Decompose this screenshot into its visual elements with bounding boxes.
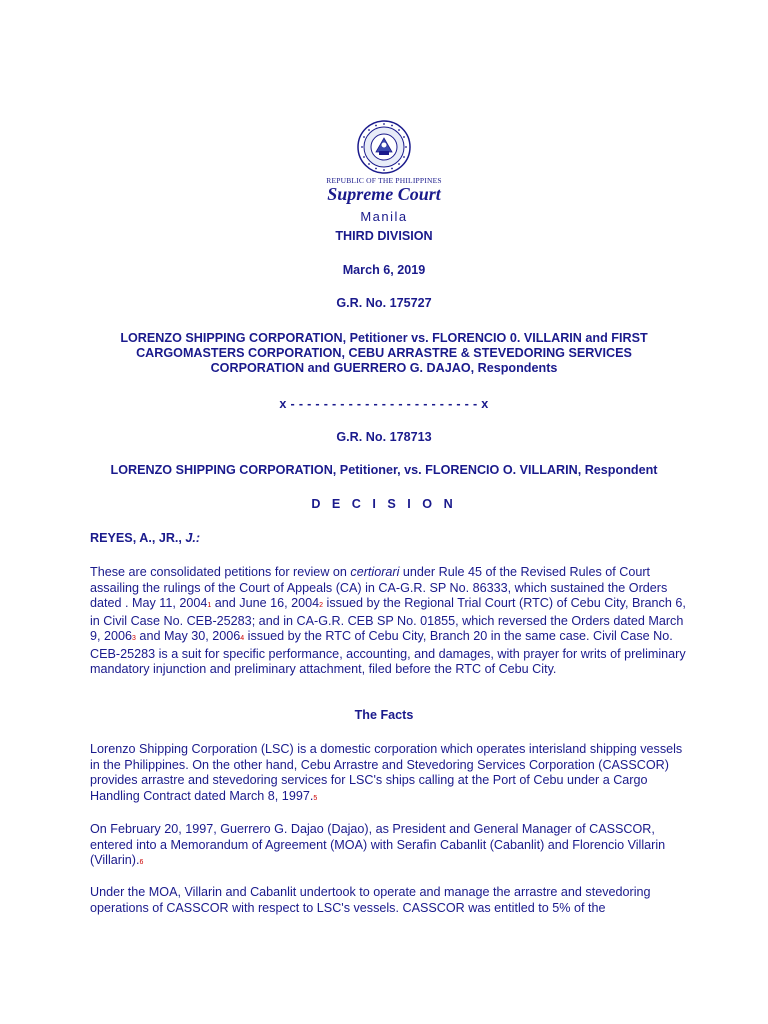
- ponente-suffix: J.:: [185, 531, 201, 545]
- paragraph-2: Lorenzo Shipping Corporation (LSC) is a domestic corporation which operates interisland shipping vessels in the Philippines. On the other hand, Cebu Arrastre and Stevedoring Services Corporation (CASSCOR) provides arrastre and stevedoring services for LSC's ships calling at the Port of Cebu under a Cargo Handling Contract dated March 8, 1997.5: [90, 742, 683, 803]
- paragraph-3: On February 20, 1997, Guerrero G. Dajao (Dajao), as President and General Manager of CASSCOR, entered into a Memorandum of Agreement (MOA) with Serafin Cabanlit (Cabanlit) and Florencio Villarin (Villarin).6: [90, 822, 666, 867]
- footnote-link-6[interactable]: 6: [139, 859, 144, 866]
- republic-label: REPUBLIC OF THE PHILIPPINES: [326, 176, 442, 185]
- paragraph-4: Under the MOA, Villarin and Cabanlit undertook to operate and manage the arrastre and stevedoring operations of CASSCOR with respect to LSC's vessels. CASSCOR was entitled to 5% of the: [90, 885, 651, 915]
- court-city: Manila: [360, 209, 408, 224]
- footnote-link-3[interactable]: 3: [132, 635, 136, 642]
- case-number-2: G.R. No. 178713: [336, 430, 432, 444]
- footnote-link-1[interactable]: 1: [207, 602, 212, 609]
- footnote-link-2[interactable]: 2: [319, 602, 324, 609]
- case-number-1: G.R. No. 175727: [336, 296, 432, 310]
- decision-heading: D E C I S I O N: [311, 497, 457, 511]
- footnote-link-5[interactable]: 5: [313, 794, 318, 802]
- case-title-1: LORENZO SHIPPING CORPORATION, Petitioner vs. FLORENCIO 0. VILLARIN and FIRST CARGOMASTERS CORPORATION, CEBU ARRASTRE & STEVEDORING SERVICES CORPORATION and GUERRERO G. DAJAO, Respondents: [120, 331, 648, 375]
- supreme-court-seal-icon: [357, 120, 411, 174]
- case-divider: x - - - - - - - - - - - - - - - - - - - - - - - x: [279, 397, 489, 411]
- ponente-name: REYES, A., JR.,: [90, 531, 186, 545]
- paragraph-1: These are consolidated petitions for review on certiorari under Rule 45 of the Revised Rules of Court assailing the rulings of the Court of Appeals (CA) in CA-G.R. SP No. 86333, which sustained the Orders dated . May 11, 20041 and June 16, 20042 issued by the Regional Trial Court (RTC) of Cebu City, Branch 6, in Civil Case No. CEB-25283; and in CA-G.R. CEB SP No. 01855, which reversed the Orders dated March 9, 20063 and May 30, 20064 issued by the RTC of Cebu City, Branch 20 in the same case. Civil Case No. CEB-25283 is a suit for specific performance, accounting, and damages, with prayer for writs of preliminary mandatory injunction and preliminary attachment, filed before the RTC of Cebu City.: [90, 565, 686, 676]
- ponente: [90, 531, 200, 545]
- footnote-link-4[interactable]: 4: [240, 635, 245, 642]
- court-name: Supreme Court: [327, 184, 441, 204]
- facts-heading: The Facts: [354, 708, 414, 722]
- case-title-2: LORENZO SHIPPING CORPORATION, Petitioner, vs. FLORENCIO O. VILLARIN, Respondent: [110, 463, 658, 477]
- decision-date: March 6, 2019: [342, 263, 426, 277]
- division-heading: THIRD DIVISION: [335, 229, 433, 243]
